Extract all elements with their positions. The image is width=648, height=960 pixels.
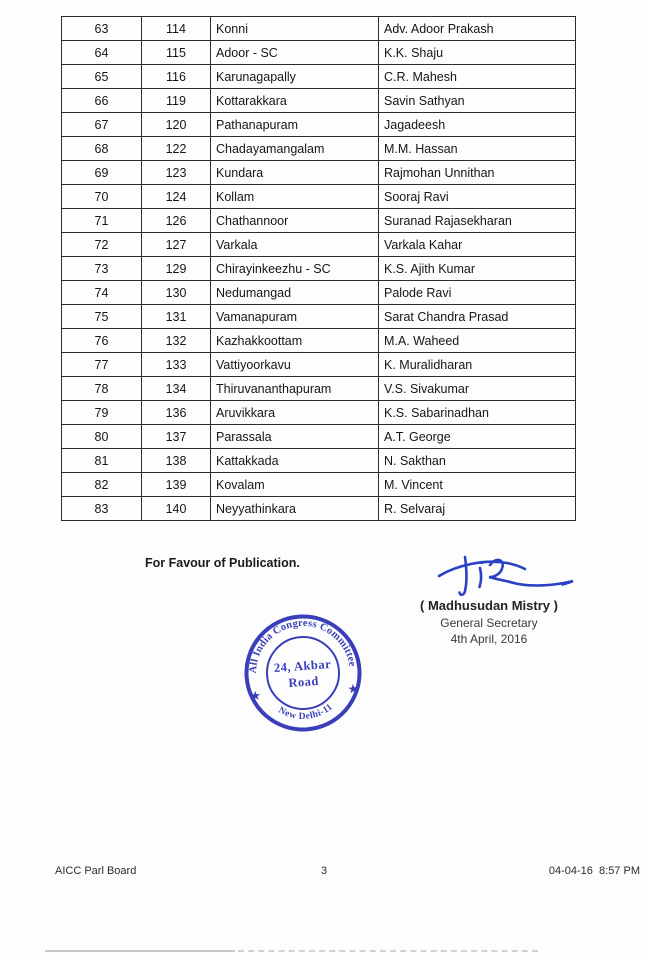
cell-serial-number: 71 bbox=[62, 209, 142, 233]
cell-serial-number: 70 bbox=[62, 185, 142, 209]
cell-candidate-name: Palode Ravi bbox=[379, 281, 576, 305]
scan-artifact-dashes bbox=[238, 950, 538, 952]
cell-serial-number: 82 bbox=[62, 473, 142, 497]
cell-constituency-number: 119 bbox=[142, 89, 211, 113]
table-row bbox=[62, 281, 576, 305]
cell-candidate-name: Savin Sathyan bbox=[379, 89, 576, 113]
cell-serial-number: 69 bbox=[62, 161, 142, 185]
publication-note: For Favour of Publication. bbox=[145, 556, 300, 570]
cell-serial-number: 73 bbox=[62, 257, 142, 281]
footer-timestamp: 04-04-16 8:57 PM bbox=[548, 865, 640, 877]
table-row bbox=[62, 377, 576, 401]
cell-serial-number: 77 bbox=[62, 353, 142, 377]
cell-constituency-number: 140 bbox=[142, 497, 211, 521]
cell-serial-number: 79 bbox=[62, 401, 142, 425]
candidate-table bbox=[61, 16, 576, 521]
table-row bbox=[62, 161, 576, 185]
cell-constituency-name: Parassala bbox=[211, 425, 379, 449]
cell-constituency-number: 129 bbox=[142, 257, 211, 281]
cell-serial-number: 83 bbox=[62, 497, 142, 521]
cell-constituency-name: Aruvikkara bbox=[211, 401, 379, 425]
cell-constituency-name: Vamanapuram bbox=[211, 305, 379, 329]
table-row bbox=[62, 449, 576, 473]
cell-candidate-name: K.S. Ajith Kumar bbox=[379, 257, 576, 281]
cell-constituency-number: 114 bbox=[142, 17, 211, 41]
cell-serial-number: 64 bbox=[62, 41, 142, 65]
cell-serial-number: 80 bbox=[62, 425, 142, 449]
signatory-date: 4th April, 2016 bbox=[450, 632, 528, 646]
cell-candidate-name: Suranad Rajasekharan bbox=[379, 209, 576, 233]
cell-serial-number: 68 bbox=[62, 137, 142, 161]
cell-serial-number: 63 bbox=[62, 17, 142, 41]
cell-constituency-name: Vattiyoorkavu bbox=[211, 353, 379, 377]
cell-constituency-number: 137 bbox=[142, 425, 211, 449]
cell-constituency-number: 139 bbox=[142, 473, 211, 497]
cell-constituency-name: Kazhakkoottam bbox=[211, 329, 379, 353]
table-row bbox=[62, 329, 576, 353]
cell-constituency-number: 138 bbox=[142, 449, 211, 473]
cell-candidate-name: M. Vincent bbox=[379, 473, 576, 497]
signatory-title: General Secretary bbox=[440, 616, 538, 630]
stamp-star-left-icon: ★ bbox=[250, 690, 261, 703]
cell-constituency-name: Adoor - SC bbox=[211, 41, 379, 65]
table-row bbox=[62, 305, 576, 329]
cell-constituency-number: 123 bbox=[142, 161, 211, 185]
cell-candidate-name: K.S. Sabarinadhan bbox=[379, 401, 576, 425]
signatory-name: ( Madhusudan Mistry ) bbox=[420, 598, 558, 613]
cell-candidate-name: Rajmohan Unnithan bbox=[379, 161, 576, 185]
signature-dot bbox=[480, 561, 483, 564]
cell-constituency-number: 116 bbox=[142, 65, 211, 89]
cell-candidate-name: V.S. Sivakumar bbox=[379, 377, 576, 401]
cell-constituency-number: 122 bbox=[142, 137, 211, 161]
cell-candidate-name: Sooraj Ravi bbox=[379, 185, 576, 209]
cell-constituency-name: Varkala bbox=[211, 233, 379, 257]
cell-constituency-name: Kovalam bbox=[211, 473, 379, 497]
table-row bbox=[62, 185, 576, 209]
cell-candidate-name: Jagadeesh bbox=[379, 113, 576, 137]
table-row bbox=[62, 401, 576, 425]
cell-constituency-number: 120 bbox=[142, 113, 211, 137]
cell-candidate-name: C.R. Mahesh bbox=[379, 65, 576, 89]
stamp-star-right-icon: ★ bbox=[347, 683, 359, 696]
cell-candidate-name: K.K. Shaju bbox=[379, 41, 576, 65]
cell-constituency-number: 126 bbox=[142, 209, 211, 233]
cell-constituency-name: Pathanapuram bbox=[211, 113, 379, 137]
cell-constituency-name: Chadayamangalam bbox=[211, 137, 379, 161]
cell-constituency-name: Kollam bbox=[211, 185, 379, 209]
official-stamp bbox=[218, 588, 389, 759]
cell-constituency-name: Neyyathinkara bbox=[211, 497, 379, 521]
cell-candidate-name: Varkala Kahar bbox=[379, 233, 576, 257]
table-row bbox=[62, 497, 576, 521]
cell-constituency-name: Chathannoor bbox=[211, 209, 379, 233]
stamp-address-line2: Road bbox=[287, 673, 320, 691]
cell-constituency-number: 134 bbox=[142, 377, 211, 401]
cell-serial-number: 76 bbox=[62, 329, 142, 353]
table-row bbox=[62, 17, 576, 41]
cell-constituency-name: Karunagapally bbox=[211, 65, 379, 89]
table-row bbox=[62, 353, 576, 377]
cell-constituency-number: 115 bbox=[142, 41, 211, 65]
cell-candidate-name: R. Selvaraj bbox=[379, 497, 576, 521]
cell-constituency-name: Kottarakkara bbox=[211, 89, 379, 113]
stamp-org-text: All India Congress Committee bbox=[247, 617, 358, 674]
cell-constituency-name: Konni bbox=[211, 17, 379, 41]
stamp-city-text: New Delhi-11 bbox=[276, 702, 335, 722]
table-row bbox=[62, 65, 576, 89]
table-row bbox=[62, 89, 576, 113]
table-row bbox=[62, 233, 576, 257]
cell-serial-number: 81 bbox=[62, 449, 142, 473]
cell-serial-number: 65 bbox=[62, 65, 142, 89]
cell-candidate-name: N. Sakthan bbox=[379, 449, 576, 473]
cell-candidate-name: Adv. Adoor Prakash bbox=[379, 17, 576, 41]
cell-constituency-number: 133 bbox=[142, 353, 211, 377]
cell-candidate-name: Sarat Chandra Prasad bbox=[379, 305, 576, 329]
cell-constituency-name: Kattakkada bbox=[211, 449, 379, 473]
cell-serial-number: 74 bbox=[62, 281, 142, 305]
cell-serial-number: 66 bbox=[62, 89, 142, 113]
cell-constituency-number: 132 bbox=[142, 329, 211, 353]
cell-constituency-number: 131 bbox=[142, 305, 211, 329]
cell-constituency-name: Chirayinkeezhu - SC bbox=[211, 257, 379, 281]
cell-constituency-number: 127 bbox=[142, 233, 211, 257]
table-row bbox=[62, 113, 576, 137]
cell-constituency-name: Nedumangad bbox=[211, 281, 379, 305]
cell-candidate-name: M.M. Hassan bbox=[379, 137, 576, 161]
page-number: 3 bbox=[320, 865, 328, 877]
cell-constituency-name: Kundara bbox=[211, 161, 379, 185]
cell-constituency-number: 130 bbox=[142, 281, 211, 305]
cell-constituency-number: 136 bbox=[142, 401, 211, 425]
stamp-address-line1: 24, Akbar bbox=[273, 657, 332, 675]
cell-candidate-name: A.T. George bbox=[379, 425, 576, 449]
table-row bbox=[62, 41, 576, 65]
cell-serial-number: 78 bbox=[62, 377, 142, 401]
footer-document-name: AICC Parl Board bbox=[55, 865, 137, 877]
cell-serial-number: 72 bbox=[62, 233, 142, 257]
cell-constituency-name: Thiruvananthapuram bbox=[211, 377, 379, 401]
cell-candidate-name: M.A. Waheed bbox=[379, 329, 576, 353]
table-row bbox=[62, 137, 576, 161]
cell-candidate-name: K. Muralidharan bbox=[379, 353, 576, 377]
scan-artifact-line bbox=[45, 950, 235, 952]
table-row bbox=[62, 425, 576, 449]
cell-serial-number: 67 bbox=[62, 113, 142, 137]
cell-constituency-number: 124 bbox=[142, 185, 211, 209]
table-row bbox=[62, 209, 576, 233]
table-row bbox=[62, 257, 576, 281]
cell-serial-number: 75 bbox=[62, 305, 142, 329]
table-row bbox=[62, 473, 576, 497]
